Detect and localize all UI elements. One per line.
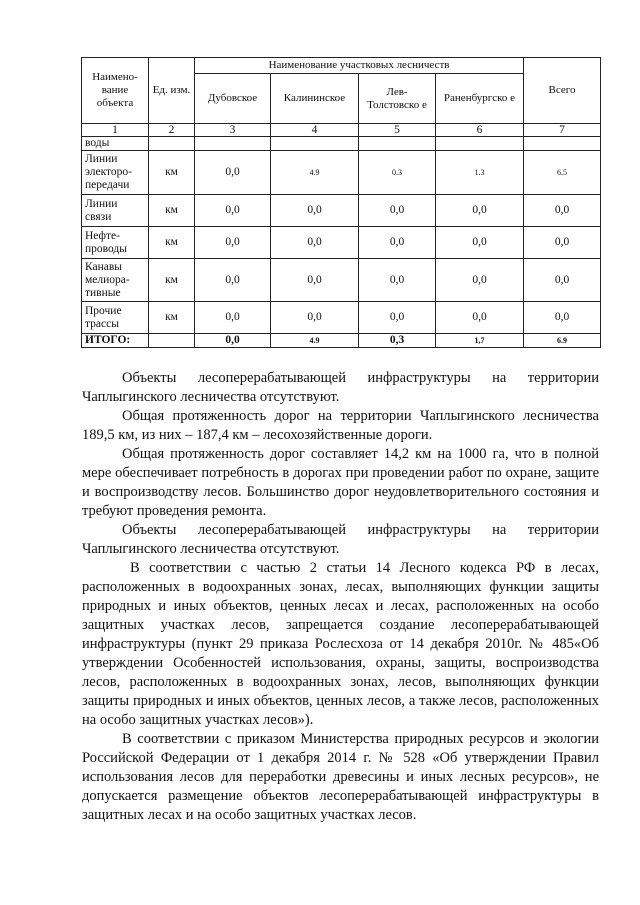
total-row — [82, 334, 601, 348]
cell-value: 0.3 — [359, 151, 436, 195]
table-row — [82, 137, 601, 151]
row-name: Линии электоро-передачи — [82, 151, 149, 195]
table-row — [82, 151, 601, 195]
row-unit: км — [149, 259, 195, 302]
cell-value: 0,0 — [271, 302, 359, 334]
cell-value: 6.5 — [524, 151, 601, 195]
paragraph: Общая протяженность дорог составляет 14,2 км на 1000 га, что в полной мере обеспечивает потребность в дорогах при проведении работ по охране, защите и воспроизводству лесов. Большинство дорог неудовлетворительного состояния и требуют проведения ремонта. — [82, 446, 599, 519]
paragraph: Объекты лесоперерабатывающей инфраструктуры на территории Чаплыгинского лесничества отсутствуют. — [82, 522, 599, 557]
column-number: 7 — [524, 124, 601, 137]
cell-value: 0,0 — [271, 195, 359, 227]
row-name: Канавы мелиора-тивные — [82, 259, 149, 302]
cell-value: 0,0 — [524, 302, 601, 334]
column-number: 4 — [271, 124, 359, 137]
cell-value: 0,0 — [271, 259, 359, 302]
table-row — [82, 195, 601, 227]
header-forestries-group: Наименование участковых лесничеств — [195, 58, 524, 74]
paragraph: Объекты лесоперерабатывающей инфраструктуры на территории Чаплыгинского лесничества отсутствуют. — [82, 370, 599, 405]
cell-value: 0,0 — [524, 227, 601, 259]
column-number: 5 — [359, 124, 436, 137]
column-number: 2 — [149, 124, 195, 137]
header-column: Дубовское — [195, 74, 271, 124]
header-column: Лев-Толстовско е — [359, 74, 436, 124]
total-value: 1,7 — [436, 334, 524, 348]
table-row — [82, 259, 601, 302]
cell-value: 0,0 — [359, 259, 436, 302]
total-value: 0,0 — [195, 334, 271, 348]
column-number: 1 — [82, 124, 149, 137]
row-name: воды — [82, 137, 149, 151]
cell-value: 0,0 — [524, 195, 601, 227]
cell-value: 0,0 — [436, 302, 524, 334]
table-row — [82, 227, 601, 259]
infrastructure-table — [81, 57, 601, 348]
row-unit: км — [149, 302, 195, 334]
row-name: Прочие трассы — [82, 302, 149, 334]
cell-value: 0,0 — [436, 259, 524, 302]
column-number: 6 — [436, 124, 524, 137]
total-value: 0,3 — [359, 334, 436, 348]
cell-value: 0,0 — [195, 151, 271, 195]
cell-value: 0,0 — [436, 227, 524, 259]
cell-value: 0,0 — [271, 227, 359, 259]
column-number: 3 — [195, 124, 271, 137]
body-text — [82, 369, 599, 825]
cell-value: 0,0 — [359, 195, 436, 227]
header-column: Калининское — [271, 74, 359, 124]
total-value: 4.9 — [271, 334, 359, 348]
cell-value: 4.9 — [271, 151, 359, 195]
cell-value: 0,0 — [524, 259, 601, 302]
cell-value: 0,0 — [195, 227, 271, 259]
row-name: Нефте-проводы — [82, 227, 149, 259]
total-value: 6.9 — [524, 334, 601, 348]
row-unit: км — [149, 151, 195, 195]
cell-value: 0,0 — [359, 227, 436, 259]
cell-value: 0,0 — [195, 195, 271, 227]
cell-value: 0,0 — [195, 259, 271, 302]
table-row — [82, 302, 601, 334]
paragraph: Общая протяженность дорог на территории Чаплыгинского лесничества 189,5 км, из них – 187,4 км – лесохозяйственные дороги. — [82, 408, 599, 443]
column-number-row — [82, 124, 601, 137]
cell-value: 0,0 — [195, 302, 271, 334]
header-column: Раненбургско е — [436, 74, 524, 124]
paragraph: В соответствии с частью 2 статьи 14 Лесного кодекса РФ в лесах, расположенных в водоохранных зонах, лесах, выполняющих функции защиты природных и иных объектов, ценных лесах и лесах, расположенных на особо защитных участках лесов, запрещается создание лесоперерабатывающей инфраструктуры (пункт 29 приказа Рослесхоза от 14 декабря 2010г. № 485«Об утверждении Особенностей использования, охраны, защиты, воспроизводства лесов, расположенных в водоохранных зонах, лесов, выполняющих функции защиты природных и иных объектов, ценных лесов, а также лесов, расположенных на особо защитных участках лесов»). — [82, 560, 599, 728]
paragraph: В соответствии с приказом Министерства природных ресурсов и экологии Российской Федерации от 1 декабря 2014 г. № 528 «Об утверждении Правил использования лесов для переработки древесины и иных лесных ресурсов», не допускается размещение объектов лесоперерабатывающей инфраструктуры в защитных лесах и на особо защитных участках лесов. — [82, 731, 599, 823]
cell-value: 0,0 — [359, 302, 436, 334]
header-object-name: Наимено-вание объекта — [82, 58, 149, 124]
row-unit: км — [149, 195, 195, 227]
row-unit: км — [149, 227, 195, 259]
row-name: Линии связи — [82, 195, 149, 227]
cell-value: 0,0 — [436, 195, 524, 227]
cell-value: 1.3 — [436, 151, 524, 195]
header-total: Всего — [524, 58, 601, 124]
total-label: ИТОГО: — [82, 334, 149, 348]
header-unit: Ед. изм. — [149, 58, 195, 124]
